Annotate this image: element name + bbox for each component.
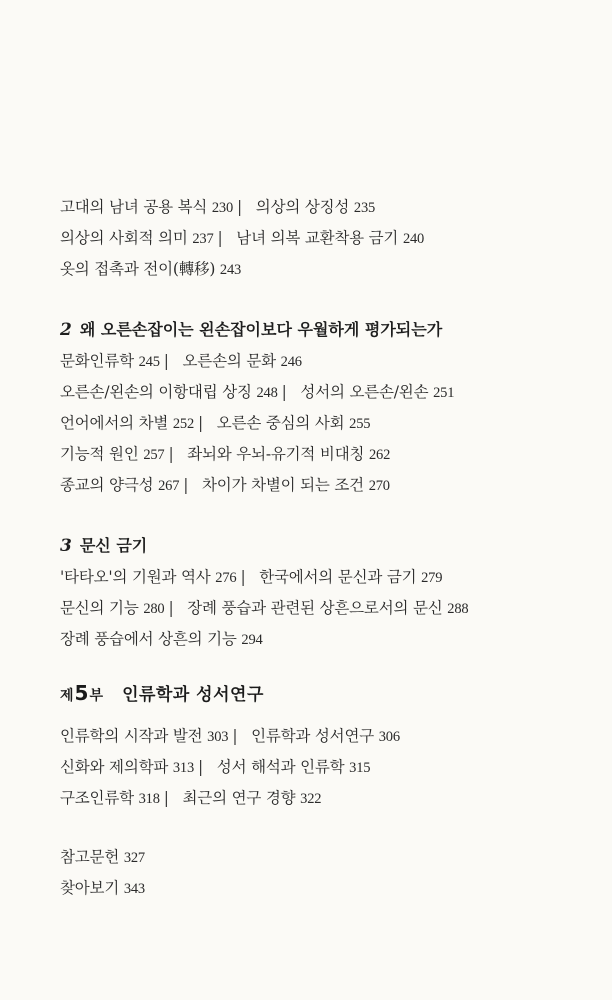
part-label: 제 (60, 688, 74, 704)
toc-entry: 신화와 제의학파 (60, 758, 169, 776)
separator: | (232, 727, 238, 745)
toc-line (60, 628, 263, 651)
page-number: 322 (300, 791, 322, 807)
page-number: 243 (219, 262, 242, 278)
chapter-heading (60, 319, 442, 341)
toc-entry: 오른손 중심의 사회 (216, 414, 345, 432)
toc-line (60, 258, 241, 281)
page-number: 303 (207, 729, 229, 745)
page-number: 235 (353, 200, 376, 216)
toc-line (60, 474, 390, 497)
toc-line (60, 756, 370, 779)
part-label: 부 (89, 688, 103, 704)
separator: | (198, 414, 204, 432)
toc-line (60, 846, 145, 869)
page-number: 294 (241, 632, 263, 648)
toc-entry: 문화인류학 (60, 352, 134, 370)
toc-entry: 기능적 원인 (60, 445, 139, 463)
toc-entry: 남녀 의복 교환착용 금기 (236, 229, 399, 247)
toc-line (60, 350, 302, 373)
separator: | (237, 198, 243, 216)
toc-entry: 성서의 오른손/왼손 (300, 383, 429, 401)
toc-entry: 의상의 사회적 의미 (60, 229, 188, 247)
toc-entry: 장례 풍습과 관련된 상흔으로서의 문신 (187, 599, 443, 617)
toc-entry: 장례 풍습에서 상흔의 기능 (60, 630, 237, 648)
toc-line (60, 381, 454, 404)
page-number: 315 (349, 760, 371, 776)
toc-entry: 한국에서의 문신과 금기 (259, 568, 417, 586)
page-number: 327 (123, 850, 145, 866)
page-number: 230 (211, 200, 234, 216)
toc-entry: 인류학과 성서연구 (251, 727, 374, 745)
toc-line (60, 597, 468, 620)
toc-page (60, 0, 580, 1000)
page-number: 245 (138, 354, 160, 370)
toc-line (60, 227, 424, 250)
toc-entry: 옷의 접촉과 전이(轉移) (60, 260, 216, 278)
separator: | (163, 789, 169, 807)
separator: | (281, 383, 287, 401)
separator: | (168, 599, 174, 617)
page-number: 257 (143, 447, 165, 463)
toc-line (60, 877, 145, 900)
chapter-number: 3 (60, 536, 72, 556)
page-number: 267 (158, 478, 180, 494)
toc-entry: 좌뇌와 우뇌-유기적 비대칭 (187, 445, 365, 463)
toc-entry: 차이가 차별이 되는 조건 (202, 476, 364, 494)
separator: | (168, 445, 174, 463)
chapter-title: 문신 금기 (79, 536, 148, 555)
page-number: 237 (192, 231, 214, 247)
page-number: 288 (447, 601, 469, 617)
toc-line (60, 787, 321, 810)
toc-entry: 문신의 기능 (60, 599, 139, 617)
part-number: 5 (74, 681, 89, 705)
separator: | (217, 229, 223, 247)
page-number: 262 (368, 447, 391, 463)
part-heading (60, 680, 264, 705)
toc-entry: 구조인류학 (60, 789, 134, 807)
part-title: 인류학과 성서연구 (122, 685, 264, 705)
toc-line (60, 412, 370, 435)
toc-entry: '타타오'의 기원과 역사 (60, 568, 211, 586)
separator: | (240, 568, 246, 586)
page-number: 313 (172, 760, 195, 776)
page-number: 276 (215, 570, 237, 586)
toc-line (60, 443, 390, 466)
chapter-heading (60, 535, 147, 557)
page-number: 279 (421, 570, 443, 586)
toc-entry: 의상의 상징성 (255, 198, 350, 216)
page-number: 252 (172, 416, 195, 432)
page-number: 251 (433, 385, 455, 401)
page-number: 246 (280, 354, 302, 370)
page-number: 318 (138, 791, 160, 807)
page-number: 248 (256, 385, 278, 401)
separator: | (183, 476, 189, 494)
page-number: 240 (402, 231, 425, 247)
toc-entry: 언어에서의 차별 (60, 414, 169, 432)
toc-entry: 참고문헌 (60, 848, 120, 866)
toc-entry: 오른손/왼손의 이항대립 상징 (60, 383, 252, 401)
chapter-title: 왜 오른손잡이는 왼손잡이보다 우월하게 평가되는가 (79, 320, 443, 339)
page-number: 270 (368, 478, 390, 494)
toc-entry: 성서 해석과 인류학 (216, 758, 345, 776)
toc-entry: 종교의 양극성 (60, 476, 154, 494)
page-number: 280 (143, 601, 165, 617)
toc-line (60, 566, 442, 589)
page-number: 255 (349, 416, 371, 432)
toc-line (60, 196, 375, 219)
chapter-number: 2 (60, 320, 72, 340)
toc-entry: 최근의 연구 경향 (182, 789, 296, 807)
toc-entry: 오른손의 문화 (182, 352, 276, 370)
separator: | (198, 758, 204, 776)
page-number: 343 (123, 881, 145, 897)
toc-entry: 인류학의 시작과 발전 (60, 727, 203, 745)
toc-entry: 찾아보기 (60, 879, 120, 897)
toc-line (60, 725, 400, 748)
toc-entry: 고대의 남녀 공용 복식 (60, 198, 208, 216)
separator: | (163, 352, 169, 370)
page-number: 306 (378, 729, 400, 745)
